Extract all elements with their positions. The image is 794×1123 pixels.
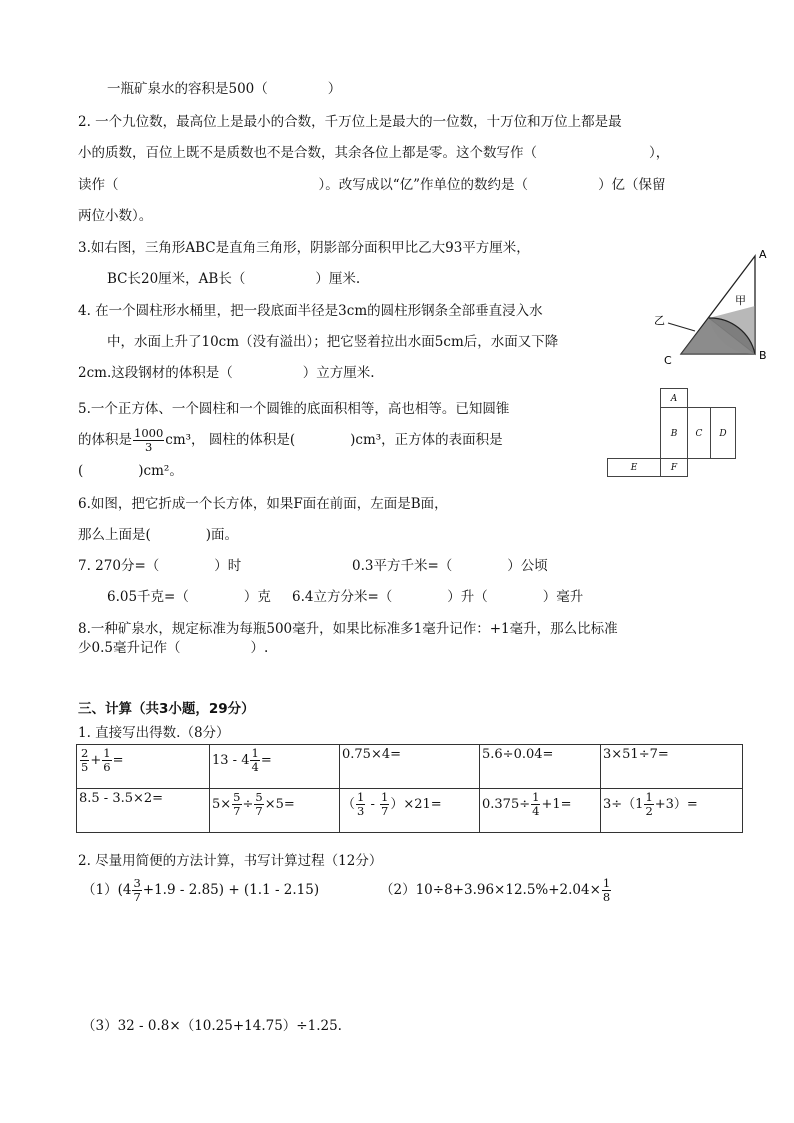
- q8-line2-end: ）.: [250, 640, 269, 656]
- q5-line2-end: )cm³，正方体的表面积是: [350, 432, 503, 448]
- calc-cell[interactable]: 3×51÷7=: [601, 745, 743, 789]
- label-yi: 乙: [654, 314, 665, 327]
- calc2-problem-1: （1）(4 $\frac{3}{7}$ +1.9 - 2.85) + (1.1 - 2.15): [82, 876, 320, 904]
- q7-d-text: 6.4立方分米=（: [292, 589, 393, 605]
- q7-part-d: [292, 588, 583, 606]
- q5-line1: 5.一个正方体、一个圆柱和一个圆锥的底面积相等，高也相等。已知圆锥: [78, 401, 510, 417]
- q2-line2: [78, 144, 669, 162]
- table-row: [77, 745, 743, 789]
- calc-cell[interactable]: $\frac{2}{5}$ + $\frac{1}{6}$ =: [77, 745, 210, 789]
- q5-line3-text: (: [78, 463, 84, 479]
- q7-c-text: 6.05千克=（: [107, 589, 189, 605]
- calc2-problem-2: （2）10÷8+3.96×12.5%+2.04× $\frac{1}{8}$: [380, 876, 611, 904]
- q4-line3-text: 2cm.这段钢材的体积是（: [78, 365, 233, 381]
- q7-d-mid: ）升（: [447, 589, 488, 605]
- q7-a-text: 7. 270分=（: [78, 558, 160, 574]
- q5-line2-text: 的体积是: [78, 432, 132, 448]
- q1-text: 一瓶矿泉水的容积是500（: [107, 81, 268, 97]
- q4-line2: 中，水面上升了10cm（没有溢出）；把它竖着拉出水面5cm后，水面又下降: [107, 334, 559, 350]
- net-face-a: A: [660, 388, 688, 408]
- mental-calc-table: [76, 744, 743, 833]
- section-3-title: 三、计算（共3小题，29分）: [78, 701, 255, 717]
- q4-line3-end: ）立方厘米.: [302, 365, 375, 381]
- q2-line3-mid: ）。改写成以“亿”作单位的数约是（: [318, 177, 529, 193]
- q8-line2: [78, 639, 268, 657]
- q2-line3: [78, 176, 666, 194]
- q6-line1: 6.如图，把它折成一个长方体，如果F面在前面，左面是B面，: [78, 496, 448, 512]
- q2-line3-end: ）亿（保留: [598, 177, 666, 193]
- q7-b-text: 0.3平方千米=（: [352, 558, 453, 574]
- net-face-c: C: [687, 407, 711, 459]
- calc-cell[interactable]: 13 - 4 $\frac{1}{4}$ =: [210, 745, 340, 789]
- triangle-abc-figure: [650, 246, 780, 366]
- q8-line2-text: 少0.5毫升记作（: [78, 640, 181, 656]
- q3-line2: [107, 270, 360, 288]
- q5-line3: [78, 462, 183, 480]
- calc2-problem-3: （3）32 - 0.8×（10.25+14.75）÷1.25.: [82, 1018, 342, 1034]
- q5-line2-mid: cm³， 圆柱的体积是(: [165, 432, 296, 448]
- label-c: C: [664, 354, 672, 366]
- q6-line2-end: )面。: [205, 527, 239, 543]
- q7-c-unit: ）克: [243, 589, 271, 605]
- q2-line4: 两位小数）。: [78, 208, 153, 224]
- calc-cell[interactable]: 3÷（1 $\frac{1}{2}$ +3）=: [601, 789, 743, 833]
- q2-line2-end: ），: [649, 145, 670, 161]
- calc-cell[interactable]: （ $\frac{1}{3}$ - $\frac{1}{7}$ ）×21=: [340, 789, 480, 833]
- calc-cell[interactable]: 5.6÷0.04=: [480, 745, 601, 789]
- q2-line3-text: 读作（: [78, 177, 119, 193]
- q3-line2-end: ）厘米.: [315, 271, 361, 287]
- q1-tail-line: [107, 80, 341, 98]
- label-b: B: [759, 349, 767, 362]
- q1-close: ）: [327, 81, 342, 97]
- q6-line2: [78, 526, 238, 544]
- calc-cell[interactable]: 0.375÷ $\frac{1}{4}$ +1=: [480, 789, 601, 833]
- q7-b-unit: ）公顷: [507, 558, 548, 574]
- q7-a-unit: ）时: [214, 558, 242, 574]
- q2-line2-text: 小的质数，百位上既不是质数也不是合数，其余各位上都是零。这个数写作（: [78, 145, 537, 161]
- calc1-title: 1. 直接写出得数.（8分）: [78, 725, 230, 741]
- q5-line2: [78, 425, 503, 455]
- q5-line3-end: )cm²。: [138, 463, 183, 479]
- q4-line3: [78, 364, 375, 382]
- label-jia: 甲: [735, 294, 746, 307]
- q4-line1: 4. 在一个圆柱形水桶里，把一段底面半径是3cm的圆柱形钢条全部垂直浸入水: [78, 303, 543, 319]
- q8-line1: 8.一种矿泉水，规定标准为每瓶500毫升，如果比标准多1毫升记作：+1毫升，那么比标准: [78, 621, 618, 637]
- q7-d-unit: ）毫升: [542, 589, 584, 605]
- q7-part-b: [352, 557, 548, 575]
- net-face-f: F: [660, 458, 688, 477]
- calc-cell[interactable]: 0.75×4=: [340, 745, 480, 789]
- q3-line2-text: BC长20厘米，AB长（: [107, 271, 246, 287]
- net-face-d: D: [710, 407, 736, 459]
- calc-cell[interactable]: 8.5 - 3.5×2=: [77, 789, 210, 833]
- q6-line2-text: 那么上面是(: [78, 527, 151, 543]
- table-row: [77, 789, 743, 833]
- net-face-b: B: [660, 407, 688, 459]
- calc-cell[interactable]: 5× $\frac{5}{7}$ ÷ $\frac{5}{7}$ ×5=: [210, 789, 340, 833]
- calc2-title: 2. 尽量用简便的方法计算，书写计算过程（12分）: [78, 853, 383, 869]
- net-face-e: E: [607, 458, 661, 477]
- fraction: $\frac{1000}{3}$: [134, 426, 164, 454]
- q3-line1: 3.如右图，三角形ABC是直角三角形，阴影部分面积甲比乙大93平方厘米，: [78, 240, 530, 256]
- q2-line1: 2. 一个九位数，最高位上是最小的合数，千万位上是最大的一位数，十万位和万位上都是最: [78, 114, 622, 130]
- q7-part-c: [107, 588, 271, 606]
- label-a: A: [759, 248, 767, 261]
- q7-part-a: [78, 557, 241, 575]
